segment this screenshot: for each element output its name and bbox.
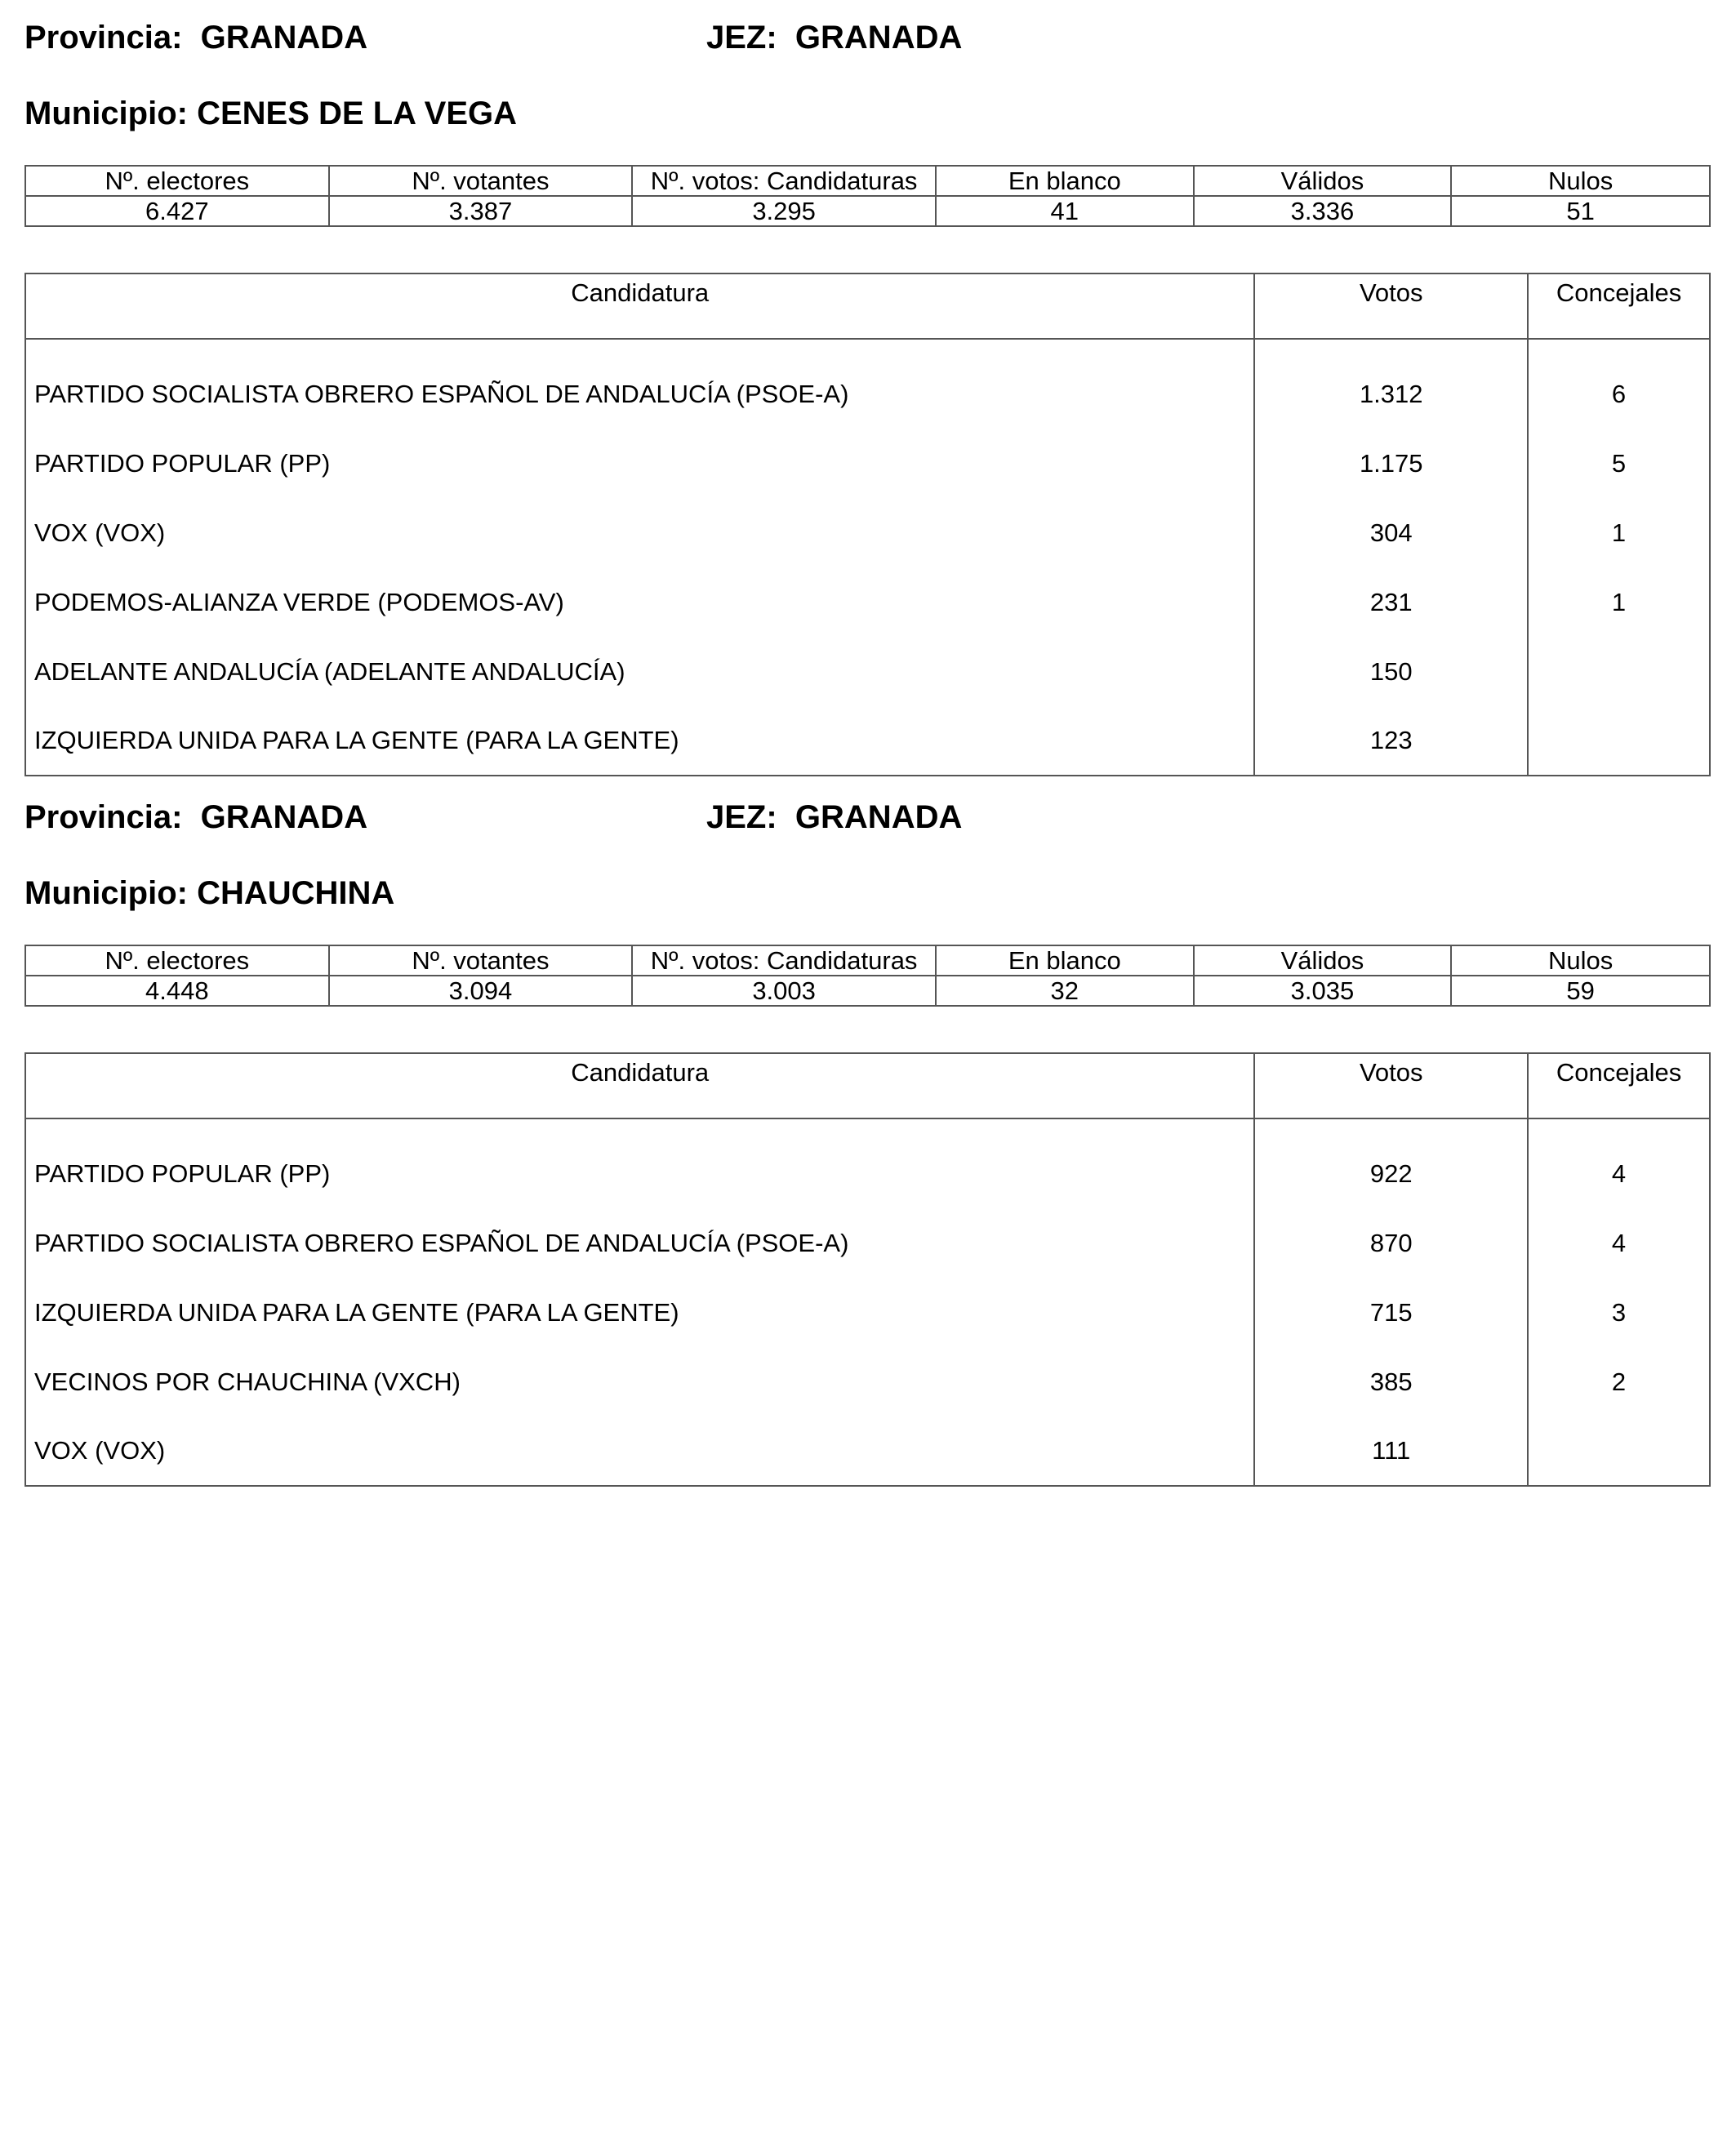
candidate-concejales <box>1528 637 1710 706</box>
candidatura-table <box>24 273 1711 776</box>
table-row <box>25 1416 1710 1486</box>
jez-label: JEZ: <box>706 799 777 835</box>
summary-header-row <box>25 166 1710 196</box>
summary-table <box>24 165 1711 227</box>
candidate-votos: 1.312 <box>1254 339 1528 429</box>
candidate-name: PARTIDO SOCIALISTA OBRERO ESPAÑOL DE ANDALUCÍA (PSOE-A) <box>25 339 1254 429</box>
table-row <box>25 1278 1710 1347</box>
provincia-line <box>24 18 963 57</box>
summary-table <box>24 945 1711 1007</box>
candidate-concejales: 4 <box>1528 1208 1710 1278</box>
candidate-votos: 123 <box>1254 706 1528 776</box>
candidate-concejales: 6 <box>1528 339 1710 429</box>
summary-header-cell: Nº. electores <box>25 945 329 976</box>
municipio-line <box>24 94 517 133</box>
candidate-name: PODEMOS-ALIANZA VERDE (PODEMOS-AV) <box>25 567 1254 637</box>
candidate-concejales: 5 <box>1528 429 1710 498</box>
summary-header-cell: Nº. votantes <box>329 166 633 196</box>
candidate-name: PARTIDO POPULAR (PP) <box>25 1118 1254 1208</box>
candidate-votos: 150 <box>1254 637 1528 706</box>
jez-block <box>706 18 962 57</box>
candidate-concejales <box>1528 1416 1710 1486</box>
candidatura-table <box>24 1052 1711 1487</box>
candidatura-header: Candidatura <box>25 273 1254 339</box>
candidate-votos: 304 <box>1254 498 1528 567</box>
table-row <box>25 1208 1710 1278</box>
summary-value-cell: 3.094 <box>329 976 633 1006</box>
summary-value-cell: 51 <box>1451 196 1710 226</box>
provincia-label: Provincia: <box>24 799 183 835</box>
summary-header-cell: Nº. votantes <box>329 945 633 976</box>
provincia-value: GRANADA <box>200 20 368 56</box>
municipio-label: Municipio: <box>24 96 188 131</box>
municipio-value: CENES DE LA VEGA <box>197 96 518 131</box>
table-row <box>25 1347 1710 1416</box>
summary-header-cell: En blanco <box>936 166 1194 196</box>
summary-header-cell: Nº. electores <box>25 166 329 196</box>
candidate-concejales: 2 <box>1528 1347 1710 1416</box>
candidate-name: IZQUIERDA UNIDA PARA LA GENTE (PARA LA GENTE) <box>25 1278 1254 1347</box>
votos-header: Votos <box>1254 1053 1528 1118</box>
summary-value-cell: 4.448 <box>25 976 329 1006</box>
concejales-header: Concejales <box>1528 273 1710 339</box>
table-row <box>25 429 1710 498</box>
candidate-name: VOX (VOX) <box>25 1416 1254 1486</box>
candidate-name: VECINOS POR CHAUCHINA (VXCH) <box>25 1347 1254 1416</box>
summary-value-row <box>25 196 1710 226</box>
summary-header-cell: Nulos <box>1451 945 1710 976</box>
candidate-concejales: 4 <box>1528 1118 1710 1208</box>
candidate-concejales: 1 <box>1528 498 1710 567</box>
municipio-value: CHAUCHINA <box>197 875 395 911</box>
candidate-votos: 231 <box>1254 567 1528 637</box>
summary-value-cell: 3.295 <box>632 196 936 226</box>
provincia-value: GRANADA <box>200 799 368 835</box>
jez-value: GRANADA <box>795 799 963 835</box>
municipio-label: Municipio: <box>24 875 188 911</box>
summary-value-cell: 3.003 <box>632 976 936 1006</box>
summary-value-cell: 3.336 <box>1194 196 1452 226</box>
summary-header-row <box>25 945 1710 976</box>
jez-block <box>706 798 962 837</box>
summary-value-cell: 3.387 <box>329 196 633 226</box>
candidatura-header: Candidatura <box>25 1053 1254 1118</box>
table-row <box>25 567 1710 637</box>
summary-value-row <box>25 976 1710 1006</box>
table-row <box>25 1118 1710 1208</box>
concejales-header: Concejales <box>1528 1053 1710 1118</box>
candidate-name: PARTIDO SOCIALISTA OBRERO ESPAÑOL DE ANDALUCÍA (PSOE-A) <box>25 1208 1254 1278</box>
candidate-votos: 922 <box>1254 1118 1528 1208</box>
summary-value-cell: 6.427 <box>25 196 329 226</box>
candidate-name: PARTIDO POPULAR (PP) <box>25 429 1254 498</box>
candidate-concejales: 3 <box>1528 1278 1710 1347</box>
candidate-votos: 111 <box>1254 1416 1528 1486</box>
candidatura-header-row <box>25 273 1710 339</box>
summary-value-cell: 41 <box>936 196 1194 226</box>
candidate-concejales: 1 <box>1528 567 1710 637</box>
summary-header-cell: Nº. votos: Candidaturas <box>632 166 936 196</box>
summary-header-cell: Nulos <box>1451 166 1710 196</box>
candidate-name: IZQUIERDA UNIDA PARA LA GENTE (PARA LA GENTE) <box>25 706 1254 776</box>
summary-header-cell: Nº. votos: Candidaturas <box>632 945 936 976</box>
summary-value-cell: 59 <box>1451 976 1710 1006</box>
table-row <box>25 637 1710 706</box>
jez-label: JEZ: <box>706 20 777 56</box>
table-row <box>25 498 1710 567</box>
summary-header-cell: Válidos <box>1194 945 1452 976</box>
candidate-concejales <box>1528 706 1710 776</box>
municipio-line <box>24 874 394 913</box>
table-row <box>25 706 1710 776</box>
candidate-name: ADELANTE ANDALUCÍA (ADELANTE ANDALUCÍA) <box>25 637 1254 706</box>
jez-value: GRANADA <box>795 20 963 56</box>
candidate-votos: 1.175 <box>1254 429 1528 498</box>
summary-header-cell: Válidos <box>1194 166 1452 196</box>
summary-value-cell: 3.035 <box>1194 976 1452 1006</box>
candidate-name: VOX (VOX) <box>25 498 1254 567</box>
summary-header-cell: En blanco <box>936 945 1194 976</box>
summary-value-cell: 32 <box>936 976 1194 1006</box>
provincia-line <box>24 798 963 837</box>
table-row <box>25 339 1710 429</box>
candidate-votos: 385 <box>1254 1347 1528 1416</box>
candidatura-header-row <box>25 1053 1710 1118</box>
provincia-label: Provincia: <box>24 20 183 56</box>
candidate-votos: 870 <box>1254 1208 1528 1278</box>
candidate-votos: 715 <box>1254 1278 1528 1347</box>
votos-header: Votos <box>1254 273 1528 339</box>
